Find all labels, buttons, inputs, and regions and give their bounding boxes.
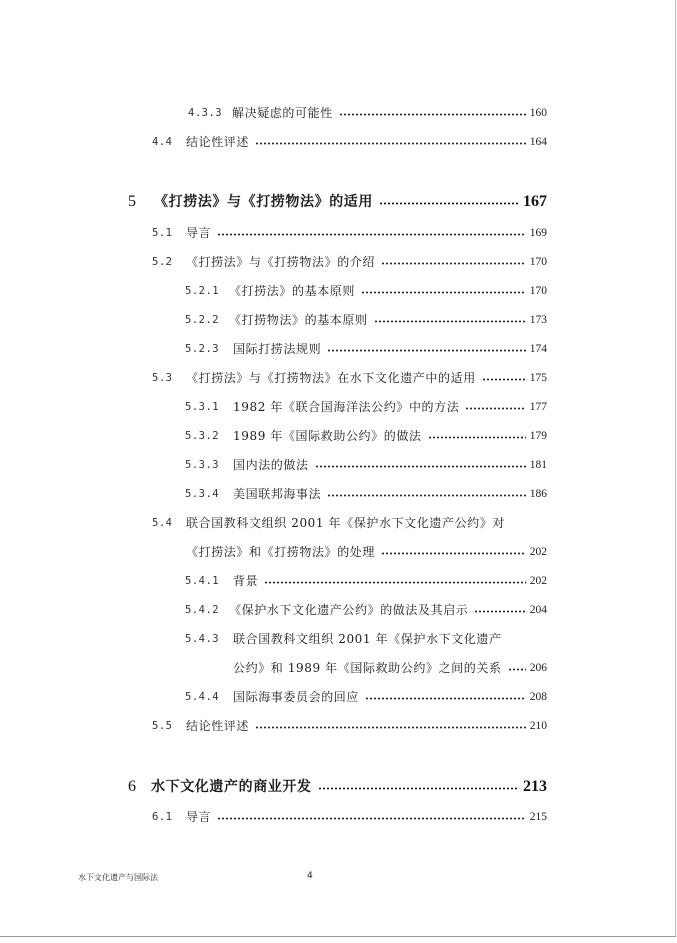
section-number: 5.3.4 (185, 488, 220, 500)
page-number: 170 (529, 256, 547, 268)
section-number: 6.1 (152, 811, 173, 823)
toc-entry[interactable] (185, 458, 547, 472)
toc-entry[interactable] (185, 632, 547, 646)
page-number: 204 (529, 604, 547, 616)
toc-entry[interactable] (188, 106, 547, 120)
toc-entry[interactable] (152, 719, 547, 733)
section-title: 《打捞法》的基本原则 (229, 284, 356, 298)
toc-entry[interactable] (185, 342, 547, 356)
section-title: 导言 (186, 810, 212, 824)
toc-entry-continuation[interactable] (186, 545, 547, 559)
page-number: 169 (529, 227, 547, 239)
leader-dots (465, 407, 525, 410)
toc-entry[interactable] (185, 487, 547, 501)
leader-dots (318, 787, 519, 790)
leader-dots (365, 697, 526, 700)
page-number: 170 (529, 285, 547, 297)
leader-dots (217, 817, 526, 820)
section-number: 5.3.1 (185, 401, 220, 413)
section-title: 联合国教科文组织 2001 年《保护水下文化遗产公约》对 (186, 516, 505, 530)
leader-dots (339, 113, 526, 116)
section-title-continued: 《打捞法》和《打捞物法》的处理 (186, 545, 376, 559)
section-title: 《打捞物法》的基本原则 (229, 313, 368, 327)
toc-entry[interactable] (152, 516, 547, 530)
section-title: 导言 (186, 226, 212, 240)
section-number: 5.2 (152, 256, 173, 268)
page-number: 186 (529, 488, 547, 500)
page-number: 179 (529, 430, 547, 442)
chapter-title: 水下文化遗产的商业开发 (151, 779, 312, 795)
section-title: 《保护水下文化遗产公约》的做法及其启示 (229, 603, 469, 617)
section-number: 5.5 (152, 720, 173, 732)
section-title: 1982 年《联合国海洋法公约》中的方法 (233, 400, 460, 414)
section-number: 5.3 (152, 372, 173, 384)
toc-entry[interactable] (185, 400, 547, 414)
page-number: 173 (529, 314, 547, 326)
section-number: 4.4 (152, 136, 173, 148)
section-number: 4.3.3 (188, 107, 223, 119)
footer-book-title: 水下文化遗产与国际法 (78, 873, 158, 882)
page-number: 202 (529, 546, 547, 558)
page-number: 208 (529, 691, 547, 703)
toc-entry[interactable] (185, 313, 547, 327)
leader-dots (482, 378, 526, 381)
section-title: 《打捞法》与《打捞物法》的介绍 (186, 255, 376, 269)
leader-dots (379, 202, 519, 205)
section-number: 5.2.3 (185, 343, 220, 355)
page-number: 210 (529, 720, 547, 732)
section-number: 5.4.4 (185, 691, 220, 703)
leader-dots (381, 262, 526, 265)
page-number: 206 (529, 662, 547, 674)
page-number: 202 (529, 575, 547, 587)
page-number: 181 (529, 459, 547, 471)
leader-dots (474, 610, 525, 613)
page-number: 215 (529, 811, 547, 823)
leader-dots (217, 233, 526, 236)
page-number: 213 (523, 778, 547, 795)
toc-entry[interactable] (152, 371, 547, 385)
toc-entry[interactable] (152, 255, 547, 269)
toc-entry[interactable] (152, 810, 547, 824)
leader-dots (315, 465, 526, 468)
page-number: 164 (529, 136, 547, 148)
section-title: 解决疑虑的可能性 (232, 106, 333, 120)
section-number: 5.3.2 (185, 430, 220, 442)
toc-entry[interactable] (152, 135, 547, 149)
leader-dots (327, 494, 526, 497)
toc-entry[interactable] (185, 574, 547, 588)
page-number: 175 (529, 372, 547, 384)
section-number: 5.4.1 (185, 575, 220, 587)
section-title: 结论性评述 (186, 135, 250, 149)
section-title: 国内法的做法 (233, 458, 309, 472)
leader-dots (255, 726, 526, 729)
toc-chapter[interactable] (128, 193, 547, 211)
section-number: 5.4.3 (185, 633, 220, 645)
section-title: 《打捞法》与《打捞物法》在水下文化遗产中的适用 (186, 371, 476, 385)
section-title: 美国联邦海事法 (233, 487, 322, 501)
toc-entry[interactable] (152, 226, 547, 240)
chapter-number: 5 (128, 193, 136, 210)
section-number: 5.4.2 (185, 604, 220, 616)
section-number: 5.4 (152, 517, 173, 529)
section-title: 背景 (233, 574, 259, 588)
leader-dots (381, 552, 526, 555)
section-title: 国际打捞法规则 (233, 342, 322, 356)
chapter-title: 《打捞法》与《打捞物法》的适用 (154, 194, 373, 210)
chapter-number: 6 (128, 778, 136, 795)
leader-dots (361, 291, 526, 294)
section-title-continued: 公约》和 1989 年《国际救助公约》之间的关系 (233, 661, 502, 675)
footer-page-number: 4 (307, 871, 313, 881)
page-number: 160 (529, 107, 547, 119)
section-number: 5.2.2 (185, 314, 220, 326)
toc-entry[interactable] (185, 603, 547, 617)
page-number: 174 (529, 343, 547, 355)
section-number: 5.3.3 (185, 459, 220, 471)
section-title: 国际海事委员会的回应 (233, 690, 360, 704)
page-number: 177 (529, 401, 547, 413)
section-number: 5.2.1 (185, 285, 220, 297)
toc-entry[interactable] (185, 284, 547, 298)
section-title: 联合国教科文组织 2001 年《保护水下文化遗产 (233, 632, 502, 646)
leader-dots (264, 581, 526, 584)
section-title: 结论性评述 (186, 719, 250, 733)
toc-entry[interactable] (185, 429, 547, 443)
section-title: 1989 年《国际救助公约》的做法 (233, 429, 422, 443)
toc-entry-continuation[interactable] (233, 661, 547, 675)
page-number: 167 (523, 193, 547, 210)
leader-dots (327, 349, 526, 352)
section-number: 5.1 (152, 227, 173, 239)
leader-dots (374, 320, 526, 323)
leader-dots (255, 142, 526, 145)
toc-entry[interactable] (185, 690, 547, 704)
toc-chapter[interactable] (128, 778, 547, 796)
leader-dots (508, 668, 526, 671)
leader-dots (428, 436, 526, 439)
